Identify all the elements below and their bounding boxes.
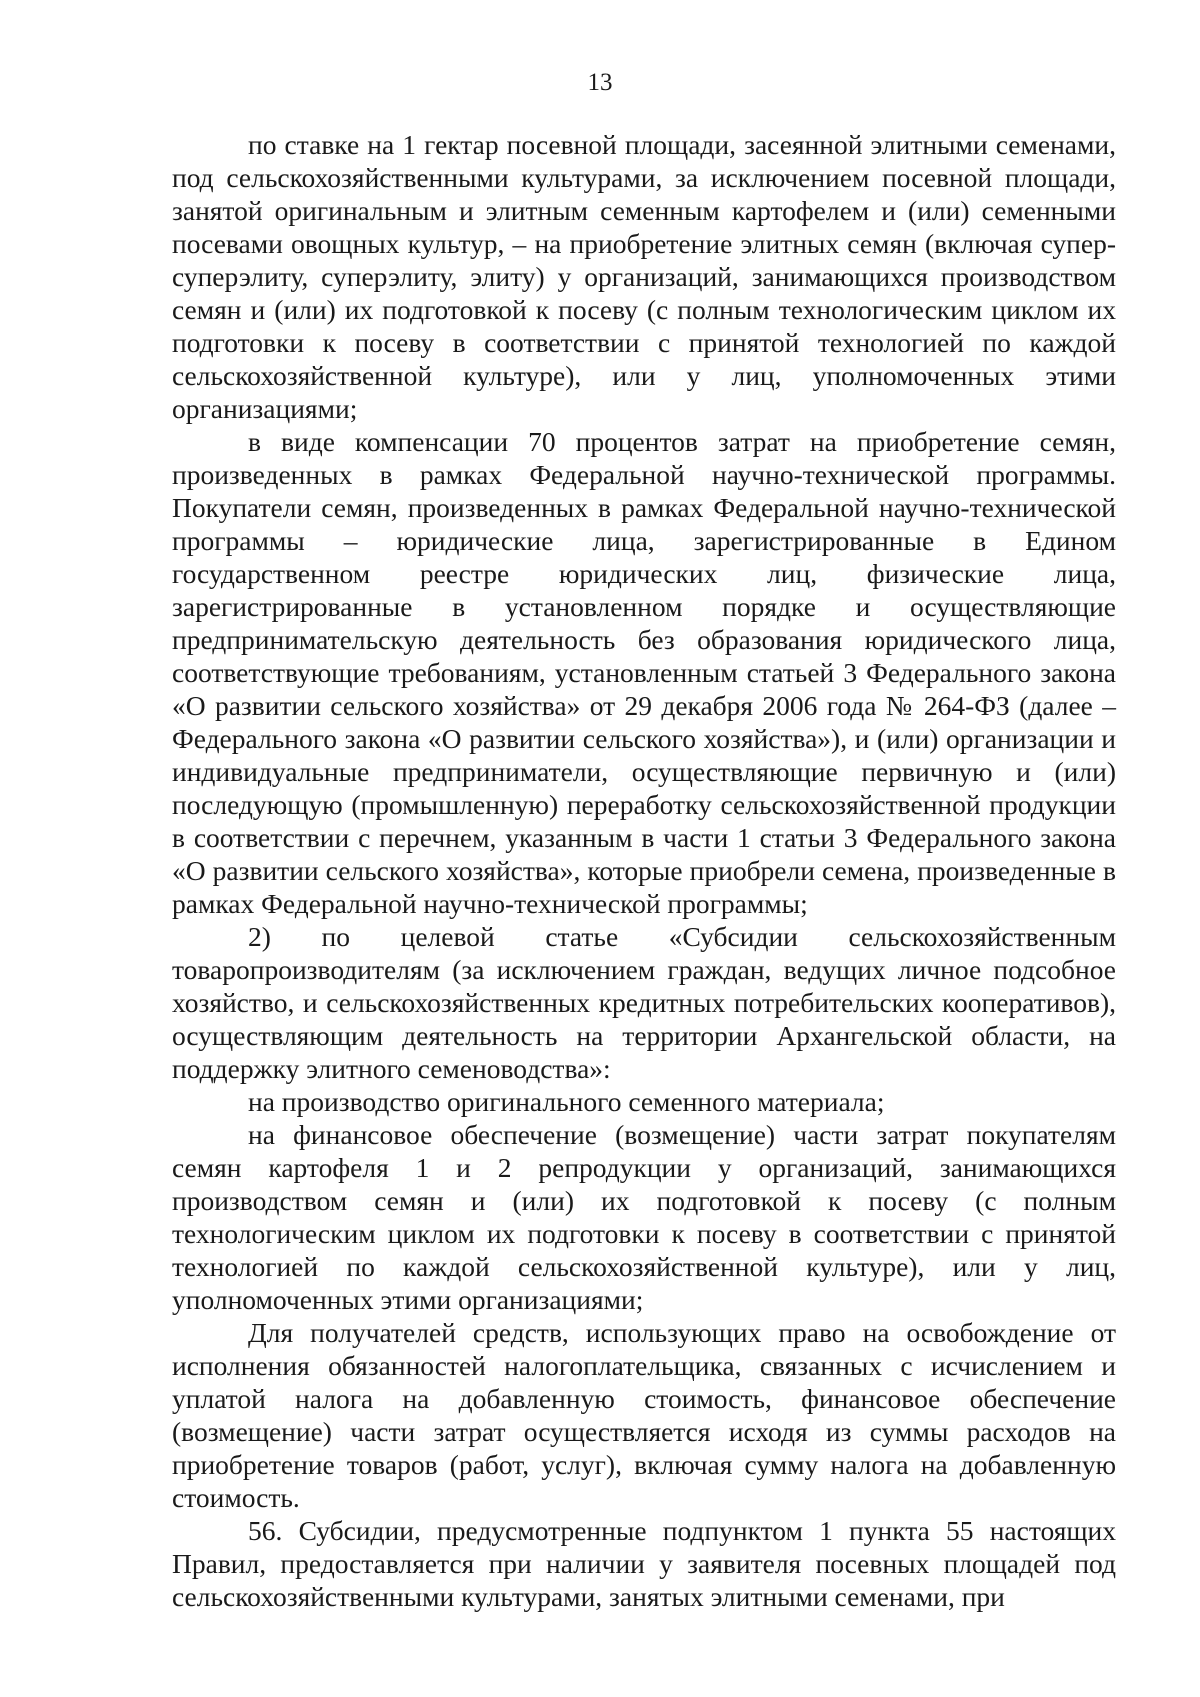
paragraph-potato-seed-costs: на финансовое обеспечение (возмещение) части затрат покупателям семян картофеля 1 и 2 репродукции у организаций, занимающихся производством семян и (или) их подготовкой к посеву (с полным технологическим циклом их подготовки к посеву в соответствии с принятой технологией по каждой сельскохозяйственной культуре), или у лиц, уполномоченных этими организациями;: [172, 1119, 1116, 1315]
paragraph-original-seed-production: на производство оригинального семенного материала;: [248, 1086, 885, 1117]
paragraph-target-article: 2) по целевой статье «Субсидии сельскохозяйственным товаропроизводителям (за исключением граждан, ведущих личное подсобное хозяйство, и сельскохозяйственных кредитных потребительских кооперативов), осуществляющим деятельность на территории Архангельской области, на поддержку элитного семеноводства»:: [172, 921, 1116, 1084]
paragraph-seed-area-rate: по ставке на 1 гектар посевной площади, засеянной элитными семенами, под сельскохозяйственными культурами, за исключением посевной площади, занятой оригинальным и элитным семенным картофелем и (или) семенными посевами овощных культур, – на приобретение элитных семян (включая супер-суперэлиту, суперэлиту, элиту) у организаций, занимающихся производством семян и (или) их подготовкой к посеву (с полным технологическим циклом их подготовки к посеву в соответствии с принятой технологией по каждой сельскохозяйственной культуре), или у лиц, уполномоченных этими организациями;: [172, 129, 1116, 424]
paragraph-item-56: 56. Субсидии, предусмотренные подпунктом 1 пункта 55 настоящих Правил, предоставляется при наличии у заявителя посевных площадей под сельскохозяйственными культурами, занятых элитными семенами, при: [172, 1515, 1116, 1612]
page-number: 13: [587, 69, 613, 96]
document-body: [172, 128, 1116, 1613]
paragraph-vat-exemption: Для получателей средств, использующих право на освобождение от исполнения обязанностей налогоплательщика, связанных с исчислением и уплатой налога на добавленную стоимость, финансовое обеспечение (возмещение) части затрат осуществляется исходя из суммы расходов на приобретение товаров (работ, услуг), включая сумму налога на добавленную стоимость.: [172, 1317, 1116, 1513]
paragraph-seed-compensation: в виде компенсации 70 процентов затрат на приобретение семян, произведенных в рамках Федеральной научно-технической программы. Покупатели семян, произведенных в рамках Федеральной научно-технической программы – юридические лица, зарегистрированные в Едином государственном реестре юридических лиц, физические лица, зарегистрированные в установленном порядке и осуществляющие предпринимательскую деятельность без образования юридического лица, соответствующие требованиям, установленным статьей 3 Федерального закона «О развитии сельского хозяйства» от 29 декабря 2006 года № 264-ФЗ (далее – Федерального закона «О развитии сельского хозяйства»), и (или) организации и индивидуальные предприниматели, осуществляющие первичную и (или) последующую (промышленную) переработку сельскохозяйственной продукции в соответствии с перечнем, указанным в части 1 статьи 3 Федерального закона «О развитии сельского хозяйства», которые приобрели семена, произведенные в рамках Федеральной научно-технической программы;: [172, 426, 1116, 919]
